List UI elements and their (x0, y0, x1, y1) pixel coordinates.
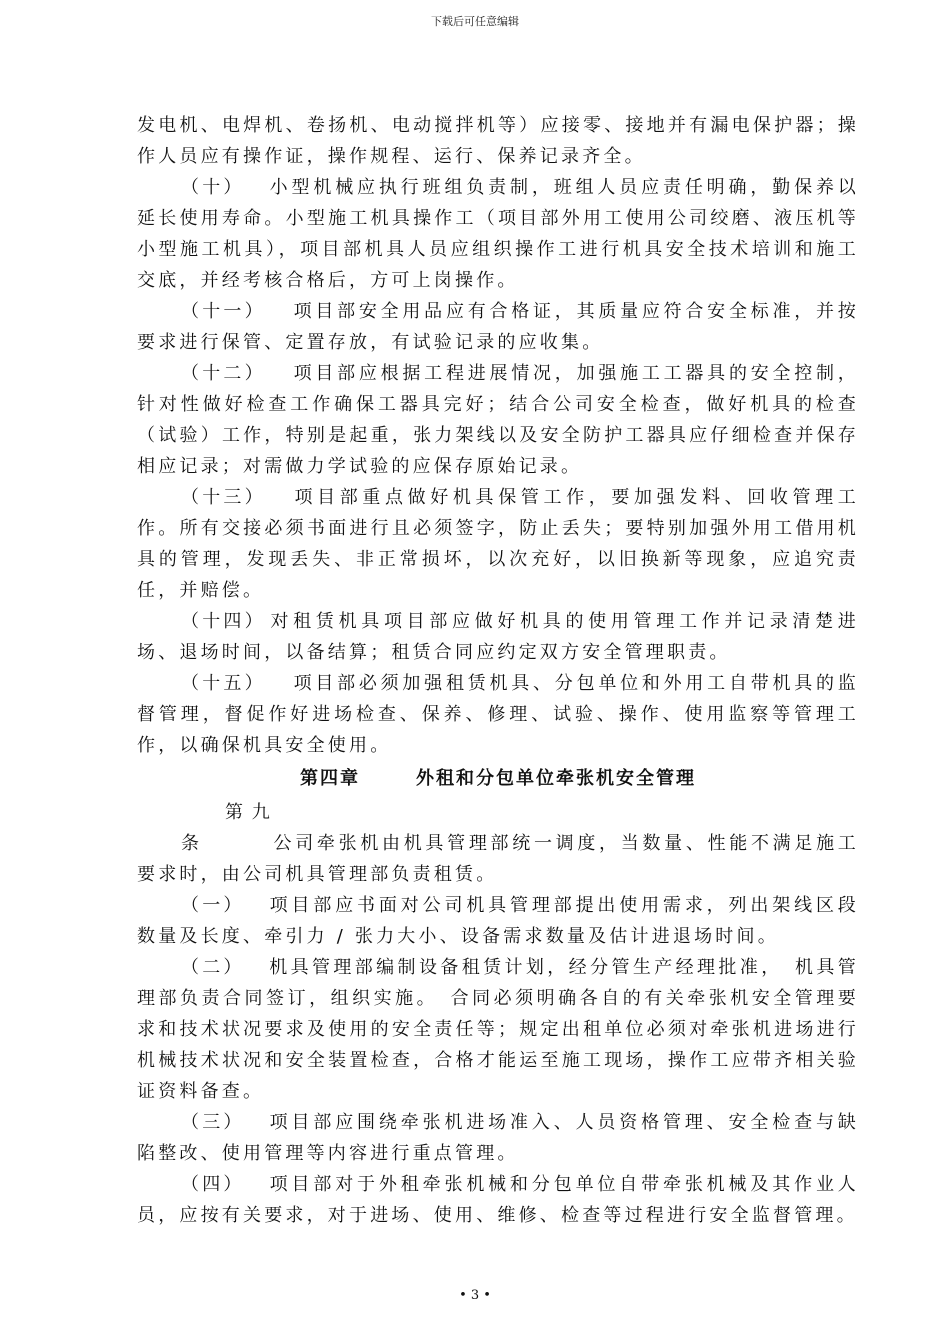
item-label: （十二） (181, 363, 266, 384)
paragraph-item-14 (137, 606, 859, 668)
paragraph-text: 小型机械应执行班组负责制，班组人员应责任明确，勤保养以延长使用寿命。小型施工机具操作工（项目部外用工使用公司绞磨、液压机等小型施工机具），项目部机具人员应组织操作工进行机具安全技术培训和施工交底，并经考核合格后，方可上岗操作。 (137, 177, 859, 291)
list-item-1 (137, 890, 859, 952)
item-label: （二） (181, 957, 245, 978)
paragraph-text: 项目部必须加强租赁机具、分包单位和外用工自带机具的监督管理，督促作好进场检查、保养、修理、试验、操作、使用监察等管理工作，以确保机具安全使用。 (137, 673, 859, 756)
list-item-3 (137, 1107, 859, 1169)
paragraph-text: 项目部应根据工程进展情况，加强施工工器具的安全控制，针对性做好检查工作确保工器具完好；结合公司安全检查，做好机具的检查（试验）工作，特别是起重，张力架线以及安全防护工器具应仔细检查并保存相应记录；对需做力学试验的应保存原始记录。 (137, 363, 859, 477)
paragraph-item-10 (137, 172, 859, 296)
item-label: （十） (181, 177, 245, 198)
page-number: • 3 • (459, 1288, 491, 1303)
paragraph-text: 发电机、电焊机、卷扬机、电动搅拌机等）应接零、接地并有漏电保护器；操作人员应有操作证，操作规程、运行、保养记录齐全。 (137, 115, 859, 167)
item-label: （十四） (181, 611, 266, 632)
item-text: 项目部应书面对公司机具管理部提出使用需求，列出架线区段数量及长度、牵引力 / 张力大小、设备需求数量及估计进退场时间。 (137, 895, 859, 947)
item-label: （十一） (181, 301, 266, 322)
item-label: （十三） (181, 487, 266, 508)
paragraph-item-12 (137, 358, 859, 482)
article-paragraph (137, 797, 859, 890)
item-label: （十五） (181, 673, 266, 694)
list-item-4 (137, 1169, 859, 1231)
chapter-number: 第四章 (300, 768, 360, 789)
item-label: （四） (181, 1174, 245, 1195)
document-body (137, 110, 859, 1231)
item-label: （三） (181, 1112, 245, 1133)
chapter-title: 外租和分包单位牵张机安全管理 (416, 768, 696, 789)
paragraph-text: 对租赁机具项目部应做好机具的使用管理工作并记录清楚进场、退场时间，以备结算；租赁合同应约定双方安全管理职责。 (137, 611, 859, 663)
item-text: 项目部对于外租牵张机械和分包单位自带牵张机械及其作业人员，应按有关要求，对于进场、使用、维修、检查等过程进行安全监督管理。 (137, 1174, 859, 1226)
paragraph-text: 项目部安全用品应有合格证，其质量应符合安全标准，并按要求进行保管、定置存放，有试验记录的应收集。 (137, 301, 859, 353)
paragraph-item-15 (137, 668, 859, 761)
list-item-2 (137, 952, 859, 1107)
paragraph-item-11 (137, 296, 859, 358)
paragraph-text: 项目部重点做好机具保管工作，要加强发料、回收管理工作。所有交接必须书面进行且必须签字，防止丢失；要特别加强外用工借用机具的管理，发现丢失、非正常损坏，以次充好，以旧换新等现象，应追究责任，并赔偿。 (137, 487, 859, 601)
article-label: 第九条 (181, 802, 273, 854)
item-text: 机具管理部编制设备租赁计划，经分管生产经理批准， 机具管理部负责合同签订，组织实施。 合同必须明确各自的有关牵张机安全管理要求和技术状况要求及使用的安全责任等；规定出租单位必须对牵张机进场进行机械技术状况和安全装置检查，合格才能运至施工现场，操作工应带齐相关验证资料备查。 (137, 957, 859, 1102)
chapter-heading (137, 763, 859, 794)
item-text: 项目部应围绕牵张机进场准入、人员资格管理、安全检查与缺陷整改、使用管理等内容进行重点管理。 (137, 1112, 859, 1164)
paragraph-continued (137, 110, 859, 172)
article-text: 公司牵张机由机具管理部统一调度，当数量、性能不满足施工要求时，由公司机具管理部负责租赁。 (137, 833, 859, 885)
paragraph-item-13 (137, 482, 859, 606)
page-header: 下载后可任意编辑 (431, 15, 519, 28)
item-label: （一） (181, 895, 245, 916)
